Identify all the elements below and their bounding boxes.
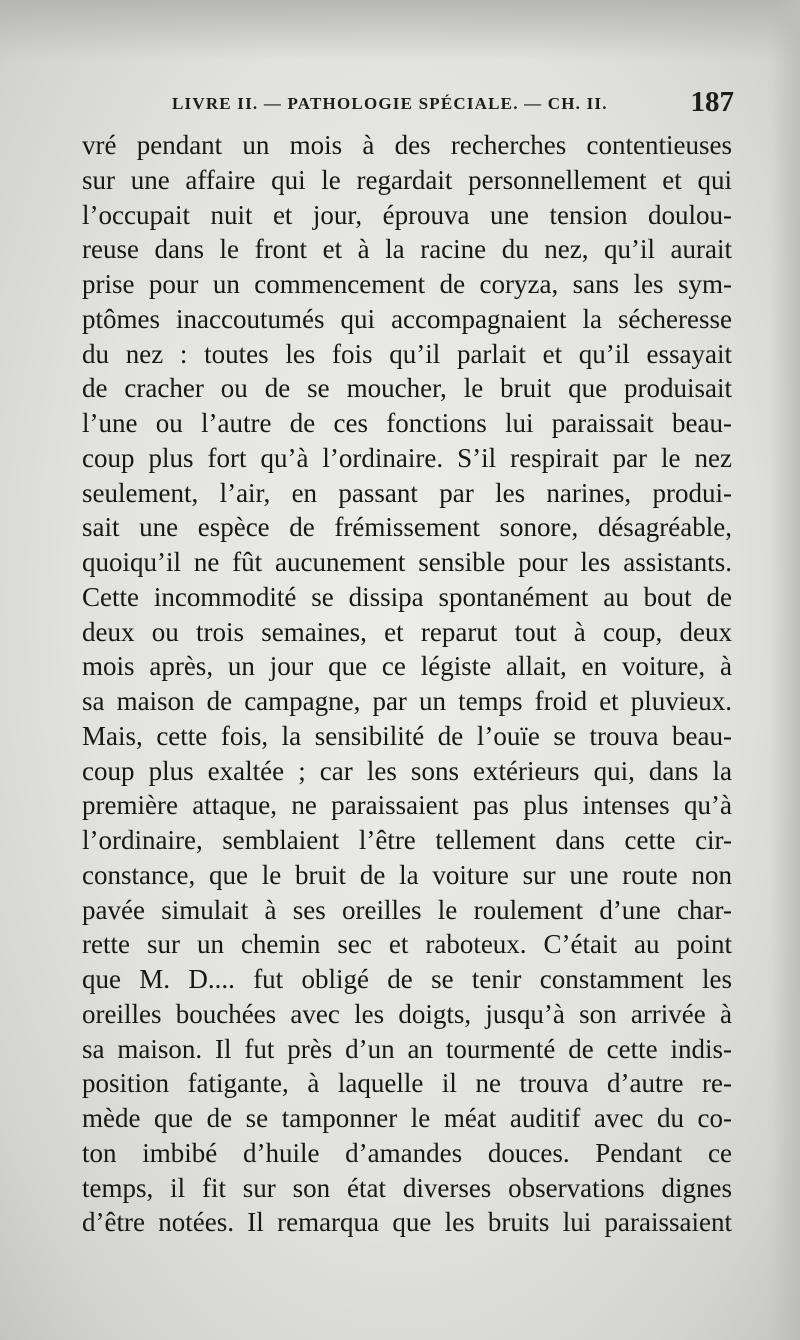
text-line: coup plus fort qu’à l’ordinaire. S’il respirait par le nez bbox=[82, 442, 732, 473]
text-line: que M. D.... fut obligé de se tenir constamment les bbox=[82, 964, 732, 994]
text-line: l’ordinaire, semblaient l’être tellement dans cette cir- bbox=[82, 825, 732, 855]
text-line: prise pour un commencement de coryza, sans les sym- bbox=[82, 269, 732, 299]
text-line: rette sur un chemin sec et raboteux. C’était au point bbox=[82, 929, 732, 960]
text-line: sa maison. Il fut près d’un an tourmenté de cette indis- bbox=[82, 1033, 732, 1064]
text-line: seulement, l’air, en passant par les narines, produi- bbox=[82, 477, 732, 508]
text-line: oreilles bouchées avec les doigts, jusqu’à son arrivée à bbox=[82, 998, 732, 1029]
running-title: LIVRE II. — PATHOLOGIE SPÉCIALE. — CH. II. bbox=[172, 94, 608, 113]
text-line: d’être notées. Il remarqua que les bruits lui paraissaient bbox=[82, 1207, 732, 1238]
text-line: vré pendant un mois à des recherches contentieuses bbox=[82, 130, 732, 160]
text-line: temps, il fit sur son état diverses observations dignes bbox=[82, 1172, 732, 1203]
text-line: l’une ou l’autre de ces fonctions lui paraissait beau- bbox=[82, 408, 732, 438]
text-line: sa maison de campagne, par un temps froid et pluvieux. bbox=[82, 686, 732, 716]
text-line: l’occupait nuit et jour, éprouva une tension doulou- bbox=[82, 199, 732, 230]
text-line: mède que de se tamponner le méat auditif avec du co- bbox=[82, 1103, 732, 1133]
text-line: pavée simulait à ses oreilles le roulement d’une char- bbox=[82, 894, 732, 925]
body-text bbox=[82, 128, 732, 1240]
text-line: constance, que le bruit de la voiture sur une route non bbox=[82, 859, 732, 890]
text-line: position fatigante, à laquelle il ne trouva d’autre re- bbox=[82, 1068, 732, 1099]
text-line: sait une espèce de frémissement sonore, désagréable, bbox=[82, 512, 732, 543]
text-line: de cracher ou de se moucher, le bruit que produisait bbox=[82, 373, 732, 404]
text-line: ton imbibé d’huile d’amandes douces. Pendant ce bbox=[82, 1137, 732, 1168]
text-line: deux ou trois semaines, et reparut tout à coup, deux bbox=[82, 616, 732, 647]
text-line: première attaque, ne paraissaient pas plus intenses qu’à bbox=[82, 790, 732, 821]
text-line: du nez : toutes les fois qu’il parlait et qu’il essayait bbox=[82, 338, 732, 369]
text-line: mois après, un jour que ce légiste allait, en voiture, à bbox=[82, 651, 732, 682]
text-line: ptômes inaccoutumés qui accompagnaient la sécheresse bbox=[82, 303, 732, 334]
text-line: Mais, cette fois, la sensibilité de l’ouïe se trouva beau- bbox=[82, 720, 732, 751]
text-line: quoiqu’il ne fût aucunement sensible pour les assistants. bbox=[82, 547, 732, 577]
text-line: coup plus exaltée ; car les sons extérieurs qui, dans la bbox=[82, 755, 732, 786]
page-number: 187 bbox=[690, 86, 734, 118]
running-head bbox=[172, 88, 734, 120]
text-line: sur une affaire qui le regardait personnellement et qui bbox=[82, 164, 732, 195]
text-line: reuse dans le front et à la racine du nez, qu’il aurait bbox=[82, 234, 732, 265]
text-line: Cette incommodité se dissipa spontanément au bout de bbox=[82, 581, 732, 612]
